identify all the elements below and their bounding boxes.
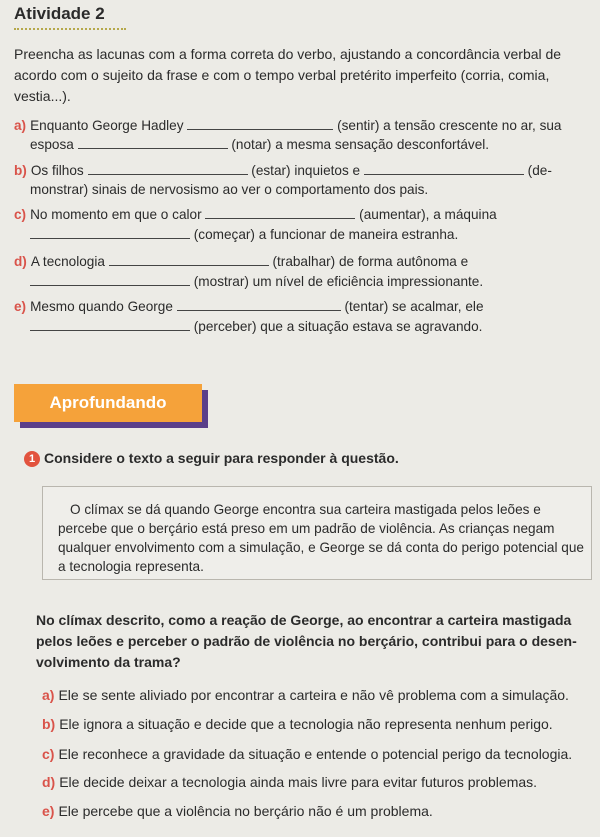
item-c-text2: (aumentar), a máquina (359, 207, 497, 222)
option-a[interactable] (42, 686, 569, 704)
question-stem: No clímax descrito, como a reação de George, ao encontrar a carteira mastigada pelos leões e perceber o padrão de violência no berçário, contribui para o desenvolvimento da trama? (36, 612, 577, 670)
option-d-text: Ele decide deixar a tecnologia ainda mais livre para evitar futuros problemas. (59, 774, 538, 790)
item-b-blank2[interactable] (364, 162, 524, 175)
item-b-line1 (14, 162, 552, 180)
item-e-line2 (30, 318, 482, 336)
item-a-text1: Enquanto George Hadley (30, 118, 184, 133)
option-b-text: Ele ignora a situação e decide que a tecnologia não representa nenhum perigo. (59, 716, 553, 732)
option-b-label: b) (42, 716, 56, 732)
text-box-content: O clímax se dá quando George encontra sua carteira mastigada pelos leões e percebe que o berçário está preso em um padrão de violência. As crianças negam qualquer envolvimento com a simulação, e George se dá conta do perigo potencial que a tecnologia representa. (58, 502, 584, 574)
item-a-line2 (30, 136, 489, 154)
option-a-label: a) (42, 687, 55, 703)
question-number-badge: 1 (24, 451, 40, 467)
item-d-text2: (trabalhar) de forma autônoma e (272, 254, 469, 269)
option-e-text: Ele percebe que a violência no berçário não é um problema. (58, 803, 433, 819)
item-b-label: b) (14, 163, 27, 178)
item-a-line1 (14, 117, 562, 135)
item-d-blank1[interactable] (109, 253, 269, 266)
item-e-line1 (14, 298, 484, 316)
item-c-line2 (30, 226, 458, 244)
option-e-label: e) (42, 803, 55, 819)
item-e-blank1[interactable] (177, 298, 341, 311)
item-b-text2: (estar) inquietos e (251, 163, 361, 178)
item-c-text3: (começar) a funcionar de maneira estranha. (193, 227, 459, 242)
item-a-text4: (notar) a mesma sensação desconfortável. (231, 137, 490, 152)
item-c-text1: No momento em que o calor (30, 207, 202, 222)
item-d-text1: A tecnologia (30, 254, 105, 269)
item-a-text2: (sentir) a tensão crescente no ar, sua (337, 118, 562, 133)
item-c-blank1[interactable] (205, 206, 355, 219)
aprofundando-banner (14, 384, 210, 430)
option-d-label: d) (42, 774, 56, 790)
item-c-label: c) (14, 207, 27, 222)
item-b-text3: (de- (527, 163, 552, 178)
item-e-text2: (tentar) se acalmar, ele (344, 299, 484, 314)
item-b-blank1[interactable] (88, 162, 248, 175)
item-c-blank2[interactable] (30, 226, 190, 239)
item-d-label: d) (14, 254, 27, 269)
option-c-label: c) (42, 746, 55, 762)
option-a-text: Ele se sente aliviado por encontrar a carteira e não vê problema com a simulação. (58, 687, 569, 703)
item-d-line1 (14, 253, 468, 271)
option-c-text: Ele reconhece a gravidade da situação e entende o potencial perigo da tecnologia. (58, 746, 573, 762)
item-e-text1: Mesmo quando George (30, 299, 173, 314)
item-a-blank2[interactable] (78, 136, 228, 149)
item-a-blank1[interactable] (187, 117, 333, 130)
question-intro: Considere o texto a seguir para responder à questão. (44, 450, 399, 466)
item-e-label: e) (14, 299, 27, 314)
item-e-blank2[interactable] (30, 318, 190, 331)
activity-title: Atividade 2 (14, 4, 105, 23)
item-d-line2 (30, 273, 483, 291)
item-d-text3: (mostrar) um nível de eficiência impressionante. (193, 274, 484, 289)
item-a-text3: esposa (30, 137, 74, 152)
option-d[interactable] (42, 773, 537, 791)
activity-instruction: Preencha as lacunas com a forma correta do verbo, ajustando a concordância verbal de acordo com o sujeito da frase e com o tempo verbal pretérito imperfeito (corria, comia, vestia...). (14, 46, 562, 104)
option-e[interactable] (42, 802, 433, 820)
option-c[interactable] (42, 745, 572, 763)
item-b-text1: Os filhos (30, 163, 84, 178)
item-a-label: a) (14, 118, 27, 133)
item-d-blank2[interactable] (30, 273, 190, 286)
item-b-line2: monstrar) sinais de nervosismo ao ver o comportamento dos pais. (30, 182, 429, 197)
item-e-text3: (perceber) que a situação estava se agravando. (193, 319, 483, 334)
title-dotted-rule (14, 28, 126, 30)
option-b[interactable] (42, 715, 553, 733)
item-c-line1 (14, 206, 497, 224)
aprofundando-title: Aprofundando (14, 384, 202, 422)
